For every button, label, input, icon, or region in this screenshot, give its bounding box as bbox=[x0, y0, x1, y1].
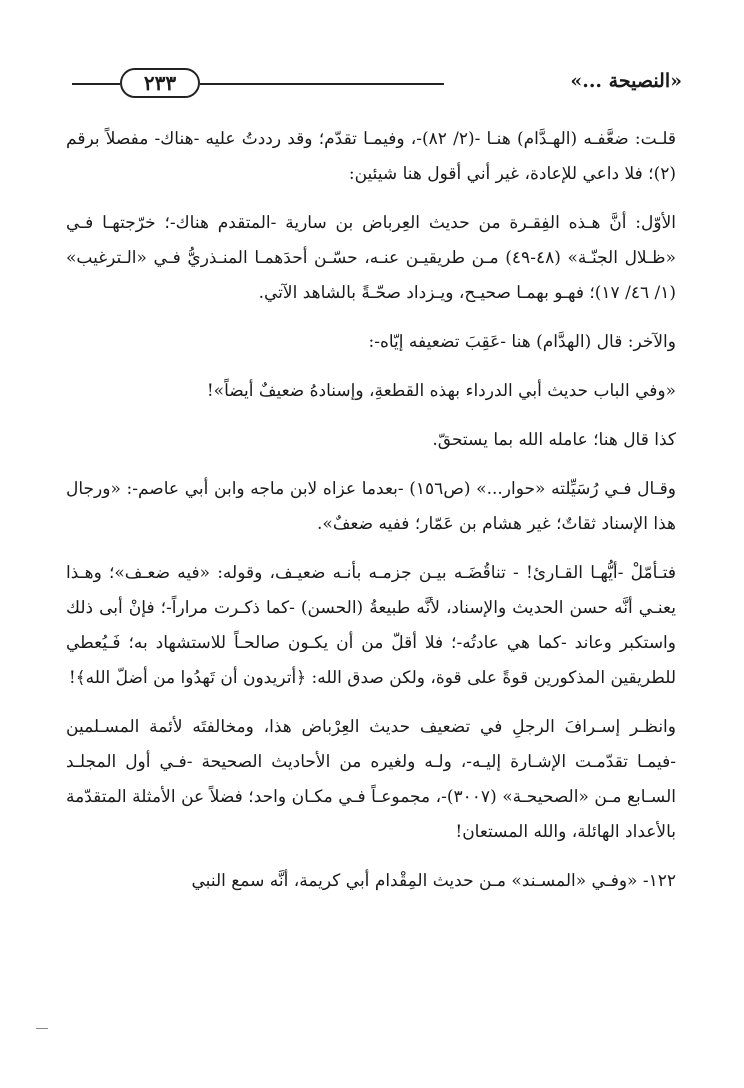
paragraph: الأوّل: أنَّ هـذه الفِقـرة من حديث العِرباض بن سارية -المتقدم هناك-؛ خرّجتهـا فـي «ظـلال الجنّـة» (٤٨-٤٩) مـن طريقيـن عنـه، حسّـن أحدَهمـا المنـذريُّ فـي «الـترغيب» (١/ ٤٦/ ١٧)؛ فهـو بهمـا صحيـح، ويـزداد صحّـةً بالشاهد الآتي. bbox=[66, 213, 676, 303]
page-header bbox=[72, 66, 682, 106]
running-title: «النصيحة ...» bbox=[570, 70, 682, 92]
paragraph: كذا قال هنا؛ عامله الله بما يستحقّ. bbox=[432, 430, 676, 450]
footer-mark bbox=[36, 1028, 48, 1029]
page-body bbox=[66, 122, 676, 899]
paragraph: فتـأمّلْ -أيُّهـا القـارئ! - تناقُضَـه بيـن جزمـه بأنـه ضعيـف، وقوله: «فيه ضعـف»؛ وهـذا يعنـي أنَّه حسن الحديث والإسناد، لأنَّه طبيعةُ (الحسن) -كما ذكـرت مراراً-؛ فإنْ أبى ذلك واستكبر وعاند -كما هي عادتُه-؛ فلا أقلّ من أن يكـون صالحـاً للاستشهاد به؛ فَـيُعطي للطريقين المذكورين قوةً على قوة، ولكن صدق الله: ﴿أتريدون أن تَهدُوا من أضلّ الله﴾! bbox=[66, 563, 676, 688]
header-rule-middle bbox=[200, 83, 444, 85]
page-number-badge bbox=[120, 68, 200, 98]
paragraph: والآخر: قال (الهدَّام) هنا -عَقِبَ تضعيفه إيّاه-: bbox=[368, 332, 676, 352]
paragraph: وقـال فـي رُسَيِّلته «حوار...» (ص١٥٦) -بعدما عزاه لابن ماجه وابن أبي عاصم-: «ورجال هذا الإسناد ثقاتٌ؛ غير هشام بن عَمّار؛ ففيه ضعفٌ». bbox=[66, 479, 676, 534]
header-rule-left bbox=[72, 83, 120, 85]
paragraph: وانظـر إسـرافَ الرجلِ في تضعيف حديث العِرْباض هذا، ومخالفتَه لأئمة المسـلمين -فيمـا تقدّمـت الإشـارة إليـه-، ولـه ولغيره من الأحاديث الصحيحة -فـي أول المجلـد السـابع مـن «الصحيحـة» (٣٠٠٧)-، مجموعـاً فـي مكـان واحد؛ فضلاً عن الأمثلة المتقدّمة بالأعداد الهائلة، والله المستعان! bbox=[66, 717, 676, 842]
page-number: ٢٣٣ bbox=[143, 71, 177, 95]
paragraph: ١٢٢- «وفـي «المسـند» مـن حديث المِقْدام أبي كريمة، أنَّه سمع النبي bbox=[191, 871, 676, 891]
quote-paragraph: «وفي الباب حديث أبي الدرداء بهذه القطعةِ، وإسنادهُ ضعيفٌ أيضاً»! bbox=[206, 381, 676, 401]
paragraph: قلـت: ضعَّفـه (الهـدَّام) هنـا -(٢/ ٨٢)-، وفيمـا تقدّم؛ وقد رددتُ عليه -هناك- مفصلاً برقم (٢)؛ فلا داعي للإعادة، غير أني أقول هنا شيئين: bbox=[66, 129, 677, 184]
